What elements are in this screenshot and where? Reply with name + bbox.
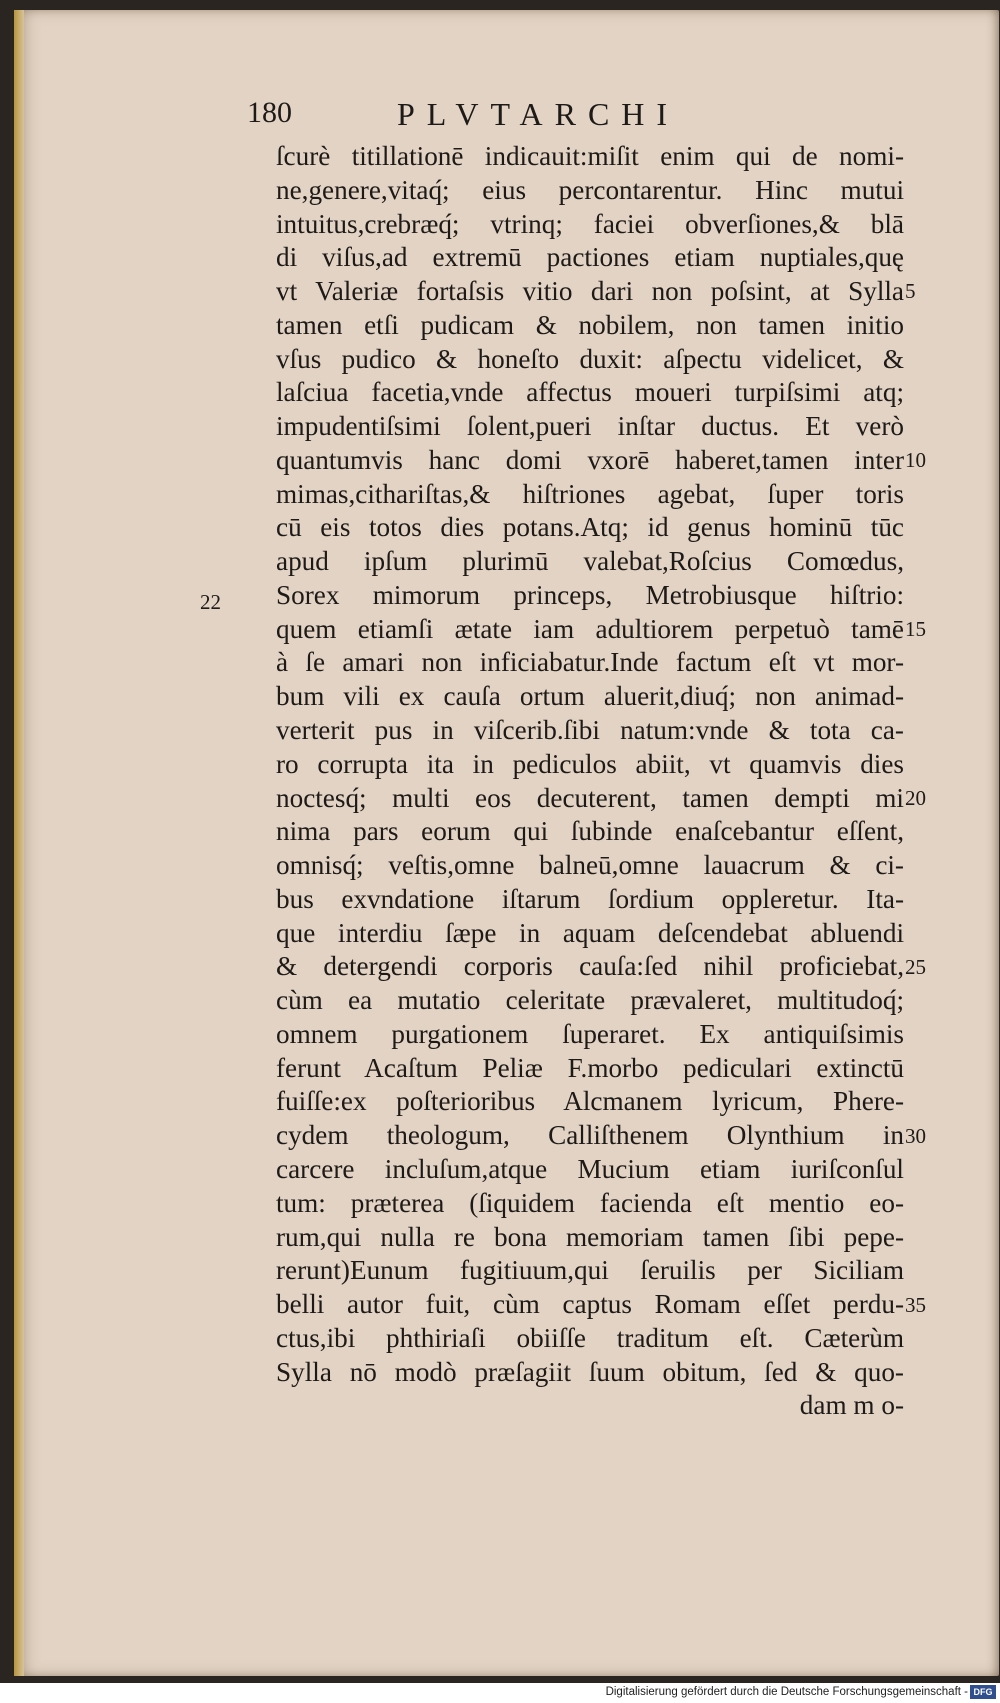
text-line: nima pars eorum qui ſubinde enaſcebantur eſſent, [276,816,904,847]
text-line: quantumvis hanc domi vxorē haberet,tamen inter [276,444,904,475]
body-text [276,140,904,1423]
text-line: Sorex mimorum princeps, Metrobiusque hiſtrio: [276,579,904,610]
text-line: quem etiamſi ætate iam adultiorem perpetuò tamē [276,613,904,644]
dfg-logo: DFG [970,1685,996,1699]
line-number: 35 [905,1292,926,1317]
text-line: ro corrupta ita in pediculos abiit, vt quamvis dies [276,748,904,779]
line-number: 15 [905,616,926,641]
text-line: ne,genere,vitaq́; eius percontarentur. Hinc mutui [276,174,904,205]
text-line: rum,qui nulla re bona memoriam tamen ſibi pepe- [276,1221,904,1252]
line-number: 10 [905,448,926,473]
text-line: carcere incluſum,atque Mucium etiam iuriſconſul [276,1153,904,1184]
text-line: & detergendi corporis cauſa:ſed nihil proficiebat, [276,951,904,982]
text-line: tum: præterea (ſiquidem facienda eſt mentio eo- [276,1187,904,1218]
text-line: tamen etſi pudicam & nobilem, non tamen initio [276,309,904,340]
line-number: 5 [905,279,916,304]
left-margin-note: 22 [200,590,221,614]
text-line: verterit pus in viſcerib.ſibi natum:vnde & tota ca- [276,715,904,746]
footer [0,1683,1000,1703]
text-line: à ſe amari non inficiabatur.Inde factum eſt vt mor- [276,647,904,678]
text-line: ſcurè titillationē indicauit:miſit enim qui de nomi- [276,141,904,171]
footer-credit: Digitalisierung gefördert durch die Deutsche Forschungsgemeinschaft - [605,1686,968,1698]
text-line: que interdiu ſæpe in aquam deſcendebat abluendi [276,917,904,948]
text-line: mimas,cithariſtas,& hiſtriones agebat, ſuper toris [276,478,904,509]
running-title: PLVTARCHI [397,96,680,132]
line-number: 25 [905,954,926,979]
text-line: impudentiſsimi ſolent,pueri inſtar ductus. Et verò [276,411,904,442]
text-line: ferunt Acaſtum Peliæ F.morbo pediculari extinctū [276,1052,904,1083]
page-header [247,96,747,136]
text-line: omnem purgationem ſuperaret. Ex antiquiſsimis [276,1018,904,1049]
text-line: bum vili ex cauſa ortum aluerit,diuq́; non animad- [276,681,904,712]
text-line: apud ipſum plurimū valebat,Roſcius Comœdus, [276,546,904,577]
line-number: 20 [905,785,926,810]
page-gutter [14,10,24,1676]
text-line: omnisq́; veſtis,omne balneū,omne lauacrum & ci- [276,850,904,881]
text-line: dam m o- [799,1390,904,1421]
text-line: Sylla nō modò præſagiit ſuum obitum, ſed & quo- [276,1356,904,1387]
text-line: ctus,ibi phthiriaſi obiiſſe traditum eſt. Cæterùm [276,1322,904,1353]
text-line: cydem theologum, Calliſthenem Olynthium in [276,1120,904,1151]
text-line: rerunt)Eunum fugitiuum,qui ſeruilis per Siciliam [276,1255,904,1286]
page-number: 180 [247,96,292,129]
text-line: cùm ea mutatio celeritate prævaleret, multitudoq́; [276,985,904,1016]
text-line: noctesq́; multi eos decuterent, tamen dempti mi [276,782,904,813]
text-line: di viſus,ad extremū pactiones etiam nuptiales,quę [276,242,904,273]
text-line: vſus pudico & honeſto duxit: aſpectu videlicet, & [276,343,904,374]
text-line: laſciua facetia,vnde affectus moueri turpiſsimi atq; [276,377,904,408]
text-line: bus exvndatione iſtarum ſordium oppleretur. Ita- [276,883,904,914]
text-line: cū eis totos dies potans.Atq; id genus hominū tūc [276,512,904,543]
text-line: fuiſſe:ex poſterioribus Alcmanem lyricum, Phere- [276,1086,904,1117]
line-number: 30 [905,1123,926,1148]
text-line: belli autor fuit, cùm captus Romam eſſet perdu- [276,1289,904,1320]
text-line: intuitus,crebræq́; vtrinq; faciei obverſiones,& blā [276,208,904,239]
text-line: vt Valeriæ fortaſsis vitio dari non poſsint, at Sylla [276,276,904,307]
